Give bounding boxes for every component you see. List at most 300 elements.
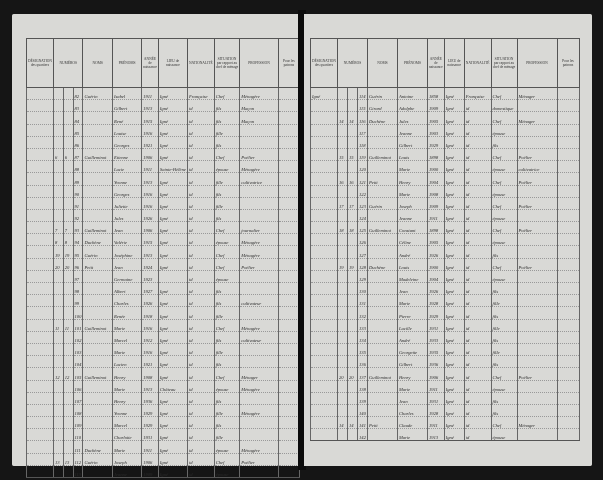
- census-cell: 19: [63, 246, 73, 258]
- census-cell: 1928: [427, 404, 444, 416]
- census-cell: 1905: [427, 234, 444, 246]
- census-cell: [517, 283, 557, 295]
- census-cell: [53, 173, 63, 185]
- census-cell-patron: [557, 319, 579, 331]
- census-cell: 1906: [142, 222, 159, 234]
- census-cell: 19: [337, 258, 347, 270]
- census-cell: Chef: [214, 368, 240, 380]
- census-cell: fils: [214, 112, 240, 124]
- census-cell: 130: [357, 283, 367, 295]
- census-cell: fille: [214, 173, 240, 185]
- census-cell: 133: [357, 319, 367, 331]
- census-row: [27, 392, 300, 404]
- census-cell-patron: [557, 283, 579, 295]
- census-cell: [83, 343, 113, 355]
- census-cell: Poëlier: [517, 368, 557, 380]
- census-row: [311, 380, 580, 392]
- census-cell: [240, 343, 279, 355]
- census-row: [27, 173, 300, 185]
- census-cell: Igné: [311, 88, 338, 100]
- census-cell: fils: [491, 307, 517, 319]
- census-cell: Igné: [444, 246, 464, 258]
- census-cell: Poëlier: [517, 197, 557, 209]
- census-cell: Igné: [444, 380, 464, 392]
- census-cell: Chef: [491, 88, 517, 100]
- census-cell: [27, 270, 54, 282]
- census-cell: Chef: [491, 148, 517, 160]
- census-cell: 1911: [427, 380, 444, 392]
- census-cell-patron: [557, 404, 579, 416]
- census-cell-patron: [557, 270, 579, 282]
- census-cell: journalier: [240, 222, 279, 234]
- census-cell-patron: [278, 112, 299, 124]
- census-cell-patron: [278, 88, 299, 100]
- census-cell: [347, 136, 357, 148]
- census-cell: [240, 185, 279, 197]
- census-cell: 123: [357, 197, 367, 209]
- census-row: [311, 161, 580, 173]
- census-cell: [53, 417, 63, 429]
- census-cell: 1924: [142, 258, 159, 270]
- census-cell: Igné: [158, 343, 187, 355]
- census-cell: Ménagère: [240, 246, 279, 258]
- census-row: [311, 417, 580, 429]
- census-cell-patron: [557, 185, 579, 197]
- census-cell: Marie: [397, 185, 427, 197]
- header-profession: PROFESSION: [240, 39, 279, 88]
- census-cell: cultivateur: [240, 295, 279, 307]
- census-cell: [240, 197, 279, 209]
- census-cell: Guilleminot: [83, 222, 113, 234]
- census-cell-patron: [557, 429, 579, 441]
- census-cell: [367, 295, 397, 307]
- census-cell: id: [464, 124, 491, 136]
- census-cell: 94: [73, 234, 83, 246]
- census-cell: [517, 392, 557, 404]
- census-cell: [27, 307, 54, 319]
- census-cell: Poëlier: [240, 258, 279, 270]
- census-cell: 139: [357, 392, 367, 404]
- census-cell: Igné: [158, 234, 187, 246]
- census-cell: id: [187, 417, 214, 429]
- census-cell-patron: [278, 209, 299, 221]
- census-cell: id: [187, 283, 214, 295]
- census-cell: 1906: [142, 148, 159, 160]
- census-cell: [83, 404, 113, 416]
- census-cell: Igné: [158, 307, 187, 319]
- census-cell: id: [464, 331, 491, 343]
- census-cell: Petit: [367, 417, 397, 429]
- census-cell: 102: [73, 331, 83, 343]
- census-cell-patron: [557, 100, 579, 112]
- census-cell: fille: [214, 429, 240, 441]
- census-cell: id: [187, 112, 214, 124]
- census-cell: [27, 148, 54, 160]
- census-cell: épouse: [214, 234, 240, 246]
- census-cell: [517, 295, 557, 307]
- census-cell: [240, 136, 279, 148]
- census-cell: [311, 209, 338, 221]
- census-cell: [27, 209, 54, 221]
- census-cell: Igné: [444, 173, 464, 185]
- census-cell: 1908: [427, 185, 444, 197]
- census-cell: épouse: [491, 209, 517, 221]
- census-cell: Petit: [83, 258, 113, 270]
- census-row: [311, 124, 580, 136]
- census-cell: [53, 331, 63, 343]
- census-cell: Igné: [158, 112, 187, 124]
- census-cell-patron: [557, 88, 579, 100]
- census-cell: 98: [73, 283, 83, 295]
- census-cell: 83: [73, 100, 83, 112]
- census-cell: Guérin: [83, 246, 113, 258]
- census-cell: [347, 100, 357, 112]
- census-cell: [337, 319, 347, 331]
- census-cell: fils: [214, 136, 240, 148]
- census-cell: Marie: [112, 343, 141, 355]
- census-cell: id: [187, 161, 214, 173]
- census-row: [27, 429, 300, 441]
- census-cell: 1904: [427, 173, 444, 185]
- census-row: [27, 148, 300, 160]
- census-cell: Igné: [158, 100, 187, 112]
- census-cell: 20: [347, 368, 357, 380]
- census-cell: 20: [337, 368, 347, 380]
- census-cell: épouse: [491, 270, 517, 282]
- census-cell: Lucie: [112, 161, 141, 173]
- census-cell: [83, 307, 113, 319]
- census-cell: Charles: [112, 295, 141, 307]
- census-cell: [311, 283, 338, 295]
- census-cell: id: [187, 185, 214, 197]
- right-census-table: [310, 38, 580, 441]
- census-cell: 15: [337, 148, 347, 160]
- header-numeros: NUMÉROS: [337, 39, 367, 88]
- census-cell: Georges: [112, 185, 141, 197]
- census-cell: [83, 112, 113, 124]
- census-cell: [240, 283, 279, 295]
- census-cell: [347, 319, 357, 331]
- census-cell: [367, 307, 397, 319]
- census-cell: Igné: [158, 197, 187, 209]
- census-cell-patron: [557, 380, 579, 392]
- census-cell: Igné: [444, 429, 464, 441]
- census-cell: 1916: [142, 197, 159, 209]
- census-cell: [367, 124, 397, 136]
- census-cell-patron: [557, 234, 579, 246]
- census-cell: Igné: [444, 124, 464, 136]
- census-cell: Louis: [397, 258, 427, 270]
- census-cell: Igné: [444, 222, 464, 234]
- census-cell: Ménagère: [240, 404, 279, 416]
- census-cell: Igné: [444, 392, 464, 404]
- census-cell: 96: [73, 258, 83, 270]
- census-cell: [240, 417, 279, 429]
- census-cell: 103: [73, 343, 83, 355]
- census-cell: [347, 404, 357, 416]
- census-cell: [367, 356, 397, 368]
- census-row: [311, 307, 580, 319]
- census-cell: Duchène: [83, 234, 113, 246]
- census-cell: [311, 404, 338, 416]
- census-cell: 128: [357, 258, 367, 270]
- census-cell: 12: [53, 368, 63, 380]
- census-row: [311, 404, 580, 416]
- census-cell: [63, 331, 73, 343]
- census-cell: id: [464, 173, 491, 185]
- census-cell: Henry: [397, 368, 427, 380]
- census-cell: René: [112, 112, 141, 124]
- census-cell: id: [464, 258, 491, 270]
- census-row: [27, 356, 300, 368]
- census-row: [311, 197, 580, 209]
- census-cell: 14: [347, 112, 357, 124]
- census-cell: id: [187, 148, 214, 160]
- census-row: [311, 295, 580, 307]
- census-cell: Maçon: [240, 112, 279, 124]
- census-cell: id: [464, 234, 491, 246]
- census-cell: [240, 392, 279, 404]
- census-cell: 1911: [427, 417, 444, 429]
- census-cell: Duchène: [367, 258, 397, 270]
- census-cell: 129: [357, 270, 367, 282]
- census-cell: 1915: [142, 112, 159, 124]
- census-cell: fils: [214, 417, 240, 429]
- census-cell: id: [187, 246, 214, 258]
- header-annee: ANNÉE de naissance: [142, 39, 159, 88]
- census-cell: Igné: [158, 246, 187, 258]
- census-cell: 1931: [142, 429, 159, 441]
- census-cell: [347, 380, 357, 392]
- census-cell: 137: [357, 368, 367, 380]
- header-profession: PROFESSION: [517, 39, 557, 88]
- census-cell: id: [464, 246, 491, 258]
- census-cell: Ménagère: [240, 319, 279, 331]
- census-cell: Poëlier: [517, 148, 557, 160]
- census-cell: 11: [63, 319, 73, 331]
- census-cell: [347, 331, 357, 343]
- census-cell: 1913: [142, 246, 159, 258]
- census-cell-patron: [278, 404, 299, 416]
- census-cell: 14: [347, 417, 357, 429]
- census-cell: 1906: [427, 368, 444, 380]
- census-row: [311, 356, 580, 368]
- census-cell: id: [464, 319, 491, 331]
- census-cell: cultivatrice: [240, 173, 279, 185]
- census-row: [311, 234, 580, 246]
- census-cell-patron: [557, 148, 579, 160]
- census-cell: 1900: [427, 161, 444, 173]
- census-row: [27, 368, 300, 380]
- census-cell: id: [464, 368, 491, 380]
- census-cell: Guilleminot: [83, 148, 113, 160]
- census-cell: id: [464, 112, 491, 124]
- census-row: [311, 258, 580, 270]
- census-cell: 16: [347, 173, 357, 185]
- census-cell: [53, 343, 63, 355]
- census-cell: fille: [491, 319, 517, 331]
- census-cell: 140: [357, 404, 367, 416]
- census-cell: 20: [53, 258, 63, 270]
- census-cell: [83, 295, 113, 307]
- census-cell: 1911: [142, 88, 159, 100]
- header-lieu: LIEU de naissance: [444, 39, 464, 88]
- census-cell: Ménagère: [240, 380, 279, 392]
- census-cell: [337, 429, 347, 441]
- census-cell: [337, 307, 347, 319]
- census-cell: 122: [357, 185, 367, 197]
- census-cell: [27, 392, 54, 404]
- census-cell-patron: [278, 465, 299, 477]
- census-cell-patron: [557, 209, 579, 221]
- census-cell: fils: [491, 246, 517, 258]
- census-cell: [53, 197, 63, 209]
- census-cell: 1908: [142, 368, 159, 380]
- census-cell: 13: [53, 453, 63, 465]
- census-cell: Igné: [158, 124, 187, 136]
- census-cell: Igné: [158, 222, 187, 234]
- census-cell: [337, 124, 347, 136]
- census-cell: 136: [357, 356, 367, 368]
- census-cell-patron: [557, 246, 579, 258]
- census-cell: id: [464, 209, 491, 221]
- census-cell: [517, 234, 557, 246]
- census-cell: fils: [214, 283, 240, 295]
- census-cell: 90: [73, 185, 83, 197]
- census-cell: [311, 319, 338, 331]
- census-cell: id: [187, 307, 214, 319]
- census-cell: 13: [63, 453, 73, 465]
- census-cell: [53, 295, 63, 307]
- census-cell: 1903: [427, 124, 444, 136]
- census-cell: Ménager: [517, 112, 557, 124]
- census-cell: [311, 356, 338, 368]
- census-cell: Jules: [112, 209, 141, 221]
- census-cell: [337, 331, 347, 343]
- census-cell: [27, 441, 54, 453]
- census-row: [311, 368, 580, 380]
- census-cell: [27, 173, 54, 185]
- census-cell: [517, 404, 557, 416]
- census-cell: 1913: [142, 100, 159, 112]
- census-cell: 1916: [142, 343, 159, 355]
- census-cell-patron: [557, 307, 579, 319]
- census-cell: [367, 161, 397, 173]
- census-cell: Germaine: [112, 270, 141, 282]
- census-cell: id: [187, 453, 214, 465]
- census-cell: 109: [73, 417, 83, 429]
- census-cell: fils: [491, 356, 517, 368]
- census-cell-patron: [278, 392, 299, 404]
- census-cell: [27, 453, 54, 465]
- census-cell: Henry: [112, 368, 141, 380]
- census-cell: 117: [357, 124, 367, 136]
- census-cell: Château: [158, 380, 187, 392]
- census-cell: [53, 209, 63, 221]
- census-cell: Poëlier: [240, 453, 279, 465]
- census-cell: Chef: [214, 258, 240, 270]
- census-cell-patron: [278, 429, 299, 441]
- census-cell: Claude: [397, 417, 427, 429]
- census-cell: [27, 465, 54, 477]
- census-cell: [53, 356, 63, 368]
- census-cell: [53, 161, 63, 173]
- census-cell: Igné: [158, 258, 187, 270]
- header-lieu: LIEU de naissance: [158, 39, 187, 88]
- census-cell: 1905: [427, 112, 444, 124]
- census-cell: id: [187, 429, 214, 441]
- census-cell: [53, 283, 63, 295]
- census-cell: épouse: [491, 234, 517, 246]
- census-cell: Joseph: [397, 197, 427, 209]
- census-cell: id: [187, 319, 214, 331]
- census-cell: fille: [214, 124, 240, 136]
- census-cell: 95: [73, 246, 83, 258]
- census-cell: Igné: [444, 356, 464, 368]
- census-cell: [311, 246, 338, 258]
- census-cell: id: [464, 343, 491, 355]
- census-cell: 1926: [142, 295, 159, 307]
- census-cell: 1928: [427, 295, 444, 307]
- census-cell: [27, 343, 54, 355]
- census-cell: [63, 136, 73, 148]
- census-cell: id: [187, 356, 214, 368]
- census-cell: 87: [73, 148, 83, 160]
- census-cell: [240, 429, 279, 441]
- census-row: [27, 331, 300, 343]
- census-cell-patron: [278, 307, 299, 319]
- census-cell: [367, 209, 397, 221]
- census-cell: [347, 429, 357, 441]
- census-cell: 82: [73, 88, 83, 100]
- census-cell: fille: [491, 295, 517, 307]
- census-cell: [517, 246, 557, 258]
- census-cell: Igné: [158, 283, 187, 295]
- census-cell: 1904: [427, 270, 444, 282]
- census-cell: Igné: [158, 209, 187, 221]
- census-cell: 19: [53, 246, 63, 258]
- census-cell: Etienne: [112, 148, 141, 160]
- census-cell: Lucille: [397, 319, 427, 331]
- census-cell: id: [187, 380, 214, 392]
- census-cell: [367, 185, 397, 197]
- census-cell: fille: [491, 343, 517, 355]
- header-annee: ANNÉE de naissance: [427, 39, 444, 88]
- census-cell: Chef: [214, 453, 240, 465]
- census-cell: Igné: [444, 234, 464, 246]
- census-cell: [337, 88, 347, 100]
- census-cell: 100: [73, 307, 83, 319]
- census-cell: [517, 270, 557, 282]
- census-cell: fils: [491, 136, 517, 148]
- census-cell: [240, 356, 279, 368]
- census-cell: [517, 429, 557, 441]
- census-cell: [367, 404, 397, 416]
- census-cell: [347, 161, 357, 173]
- census-cell: [27, 319, 54, 331]
- census-cell: fille: [214, 343, 240, 355]
- census-cell: id: [464, 295, 491, 307]
- census-cell: Poëlier: [517, 173, 557, 185]
- census-cell: id: [187, 404, 214, 416]
- census-cell: 1916: [142, 319, 159, 331]
- census-cell: id: [187, 136, 214, 148]
- census-cell-patron: [278, 319, 299, 331]
- census-cell: id: [187, 392, 214, 404]
- census-cell-patron: [557, 417, 579, 429]
- right-table-body: [311, 88, 580, 441]
- census-cell: [27, 185, 54, 197]
